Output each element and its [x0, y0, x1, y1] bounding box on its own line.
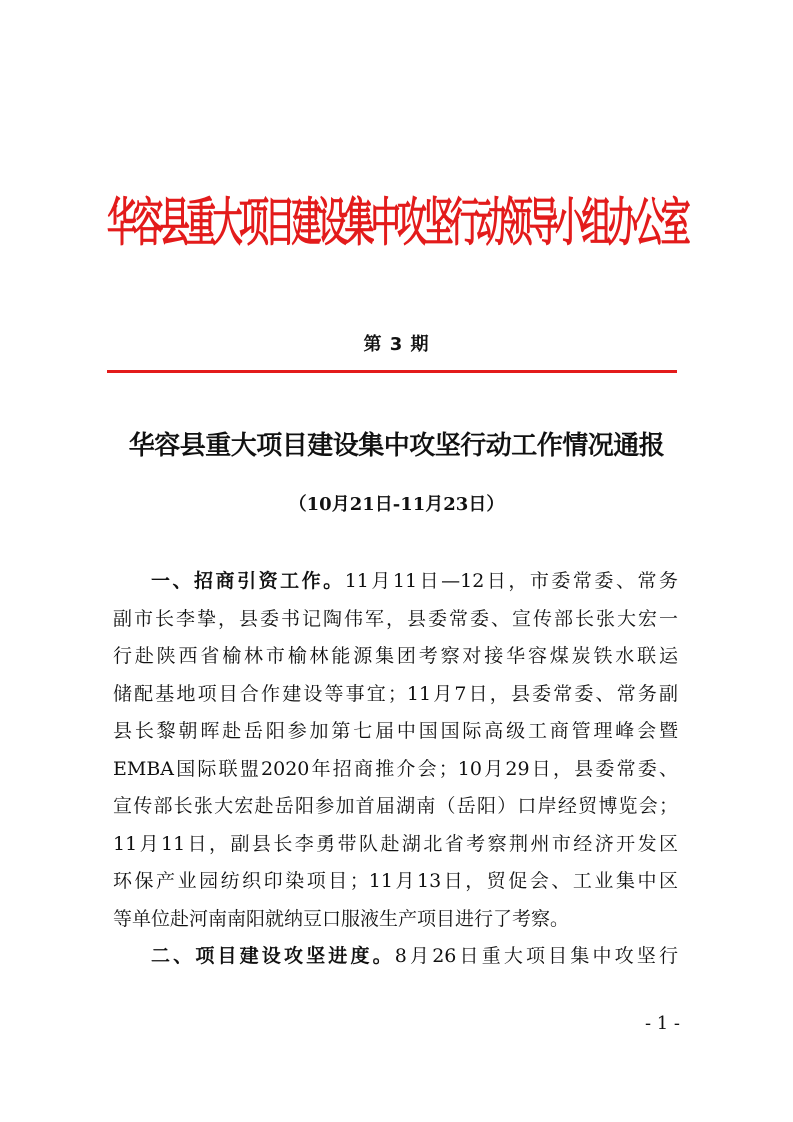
- section-project-progress: [113, 938, 678, 976]
- red-divider-line: [107, 370, 677, 373]
- report-date-range: （10月21日-11月23日）: [288, 494, 505, 515]
- page-number: - 1 -: [644, 1013, 680, 1034]
- section-heading: 二、项目建设攻坚进度。: [151, 945, 395, 967]
- report-title: 华容县重大项目建设集中攻坚行动工作情况通报: [128, 431, 665, 461]
- body-line: 县长黎朝晖赴岳阳参加第七届中国国际高级工商管理峰会暨: [113, 720, 678, 742]
- report-body: [113, 563, 678, 976]
- section-first-line: [113, 563, 678, 601]
- body-line: 等单位赴河南南阳就纳豆口服液生产项目进行了考察。: [113, 907, 570, 930]
- section-first-line: [113, 938, 678, 976]
- body-line: 环保产业园纺织印染项目；11月13日，贸促会、工业集中区: [113, 870, 678, 892]
- body-line: 行赴陕西省榆林市榆林能源集团考察对接华容煤炭铁水联运: [113, 645, 678, 667]
- section-heading: 一、招商引资工作。: [151, 570, 345, 592]
- body-line: EMBA国际联盟2020年招商推介会；10月29日，县委常委、: [113, 757, 678, 780]
- issue-number: 第 3 期: [363, 334, 430, 355]
- masthead-org-name: 华容县重大项目建设集中攻坚行动领导小组办公室: [106, 192, 687, 254]
- body-line: 8月26日重大项目集中攻坚行: [394, 945, 678, 967]
- body-line: 宣传部长张大宏赴岳阳参加首届湖南（岳阳）口岸经贸博览会；: [113, 795, 678, 817]
- body-line: 11月11日，副县长李勇带队赴湖北省考察荆州市经济开发区: [113, 832, 678, 855]
- body-line: 储配基地项目合作建设等事宜；11月7日，县委常委、常务副: [113, 682, 678, 705]
- body-line: 11月11日—12日，市委常委、常务: [344, 570, 678, 592]
- section-investment: [113, 563, 678, 938]
- body-line: 副市长李挚，县委书记陶伟军，县委常委、宣传部长张大宏一: [113, 607, 678, 630]
